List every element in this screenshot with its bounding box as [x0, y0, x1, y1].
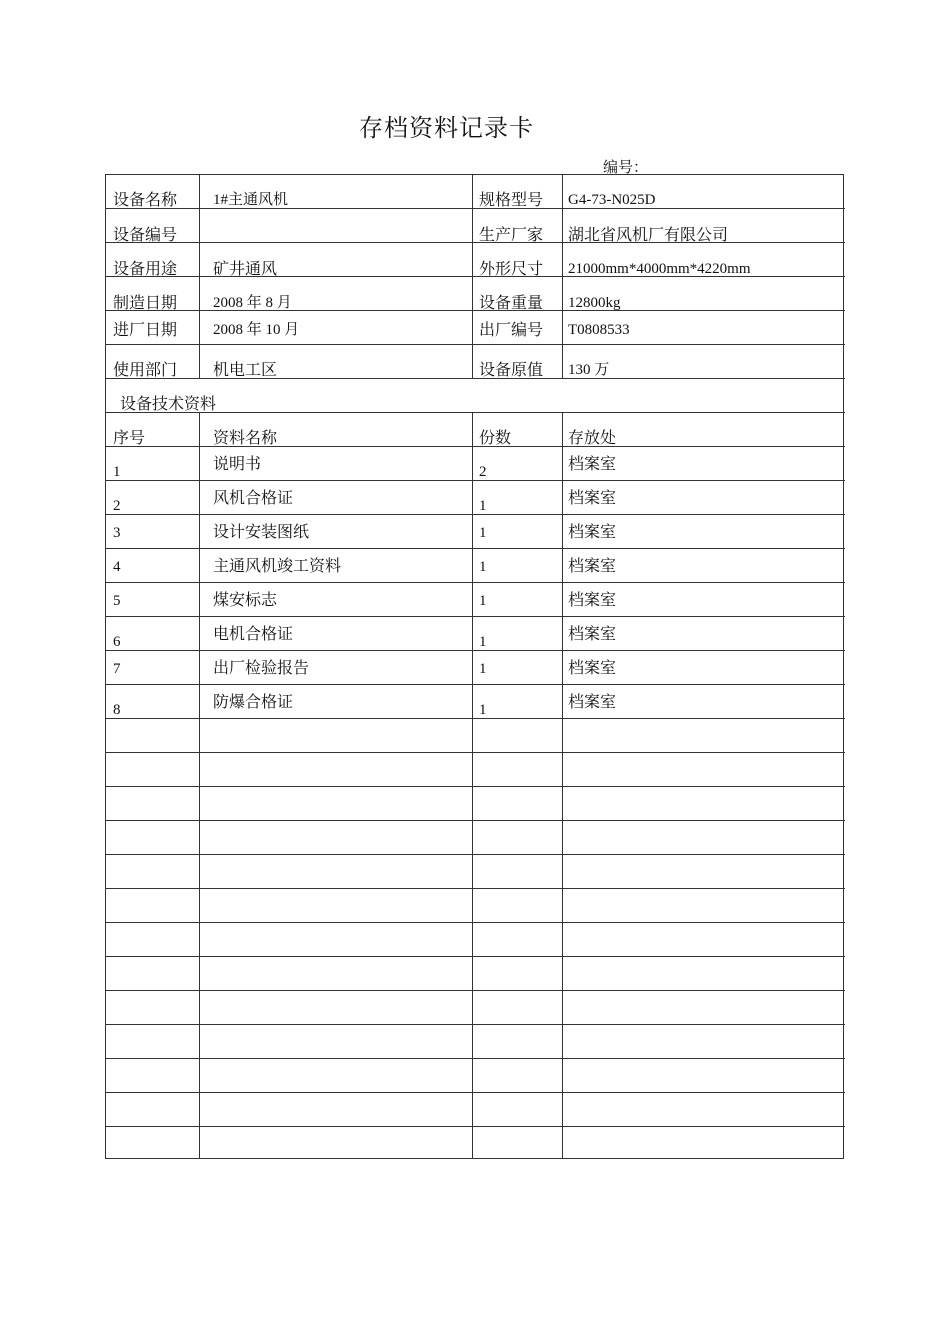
- field-label: 规格型号: [479, 190, 544, 209]
- doc-number: 5: [113, 593, 121, 609]
- column-divider: [472, 412, 473, 1158]
- doc-number: 1: [113, 464, 121, 480]
- doc-name: 出厂检验报告: [213, 658, 310, 677]
- doc-name: 说明书: [213, 454, 262, 473]
- doc-copies: 1: [479, 661, 487, 677]
- field-value: 130 万: [568, 362, 610, 378]
- doc-number: 4: [113, 559, 121, 575]
- record-table: [105, 174, 844, 1159]
- column-divider: [199, 175, 200, 378]
- column-divider: [199, 412, 200, 1158]
- field-value: 21000mm*4000mm*4220mm: [568, 261, 751, 277]
- column-header-copies: 份数: [479, 428, 512, 447]
- column-divider: [562, 412, 563, 1158]
- field-value: 1#主通风机: [213, 192, 289, 208]
- doc-location: 档案室: [568, 488, 617, 507]
- row-divider: [106, 1092, 845, 1093]
- doc-copies: 1: [479, 634, 487, 650]
- doc-number: 3: [113, 525, 121, 541]
- section-title: 设备技术资料: [120, 394, 217, 413]
- row-divider: [106, 684, 845, 685]
- doc-name: 设计安装图纸: [213, 522, 310, 541]
- field-value: 2008 年 8 月: [213, 295, 292, 311]
- column-divider: [562, 175, 563, 378]
- row-divider: [106, 344, 845, 345]
- doc-copies: 1: [479, 593, 487, 609]
- field-value: 湖北省风机厂有限公司: [568, 225, 729, 244]
- doc-location: 档案室: [568, 590, 617, 609]
- doc-copies: 1: [479, 525, 487, 541]
- field-value: 矿井通风: [213, 259, 278, 278]
- doc-name: 风机合格证: [213, 488, 294, 507]
- row-divider: [106, 1024, 845, 1025]
- doc-location: 档案室: [568, 658, 617, 677]
- field-label: 设备原值: [479, 360, 544, 379]
- doc-location: 档案室: [568, 522, 617, 541]
- doc-number: 6: [113, 634, 121, 650]
- row-divider: [106, 514, 845, 515]
- row-divider: [106, 1126, 845, 1127]
- doc-location: 档案室: [568, 556, 617, 575]
- doc-copies: 1: [479, 498, 487, 514]
- serial-number-label: 编号：: [603, 158, 649, 176]
- row-divider: [106, 786, 845, 787]
- doc-name: 电机合格证: [213, 624, 294, 643]
- row-divider: [106, 582, 845, 583]
- doc-copies: 1: [479, 702, 487, 718]
- field-value: 机电工区: [213, 360, 278, 379]
- field-label: 设备重量: [479, 293, 544, 312]
- doc-copies: 1: [479, 559, 487, 575]
- doc-name: 主通风机竣工资料: [213, 556, 342, 575]
- row-divider: [106, 548, 845, 549]
- row-divider: [106, 412, 845, 413]
- row-divider: [106, 1058, 845, 1059]
- doc-number: 2: [113, 498, 121, 514]
- row-divider: [106, 718, 845, 719]
- field-label: 外形尺寸: [479, 259, 544, 278]
- row-divider: [106, 854, 845, 855]
- row-divider: [106, 616, 845, 617]
- field-label: 使用部门: [113, 360, 178, 379]
- field-label: 设备编号: [113, 225, 178, 244]
- doc-name: 防爆合格证: [213, 692, 294, 711]
- doc-copies: 2: [479, 464, 487, 480]
- field-label: 制造日期: [113, 293, 178, 312]
- row-divider: [106, 888, 845, 889]
- row-divider: [106, 956, 845, 957]
- row-divider: [106, 752, 845, 753]
- field-label: 生产厂家: [479, 225, 544, 244]
- field-label: 设备名称: [113, 190, 178, 209]
- field-value: 2008 年 10 月: [213, 322, 300, 338]
- row-divider: [106, 922, 845, 923]
- field-value: G4-73-N025D: [568, 192, 656, 208]
- doc-number: 8: [113, 702, 121, 718]
- page-title: 存档资料记录卡: [359, 114, 534, 142]
- field-value: T0808533: [568, 322, 630, 338]
- column-divider: [472, 175, 473, 378]
- row-divider: [106, 480, 845, 481]
- row-divider: [106, 650, 845, 651]
- row-divider: [106, 820, 845, 821]
- field-label: 出厂编号: [479, 320, 544, 339]
- column-header-name: 资料名称: [213, 428, 278, 447]
- field-label: 设备用途: [113, 259, 178, 278]
- doc-location: 档案室: [568, 454, 617, 473]
- column-header-no: 序号: [113, 428, 146, 447]
- row-divider: [106, 242, 845, 243]
- column-header-location: 存放处: [568, 428, 617, 447]
- doc-location: 档案室: [568, 624, 617, 643]
- field-label: 进厂日期: [113, 320, 178, 339]
- doc-name: 煤安标志: [213, 590, 278, 609]
- row-divider: [106, 990, 845, 991]
- doc-location: 档案室: [568, 692, 617, 711]
- doc-number: 7: [113, 661, 121, 677]
- field-value: 12800kg: [568, 295, 621, 311]
